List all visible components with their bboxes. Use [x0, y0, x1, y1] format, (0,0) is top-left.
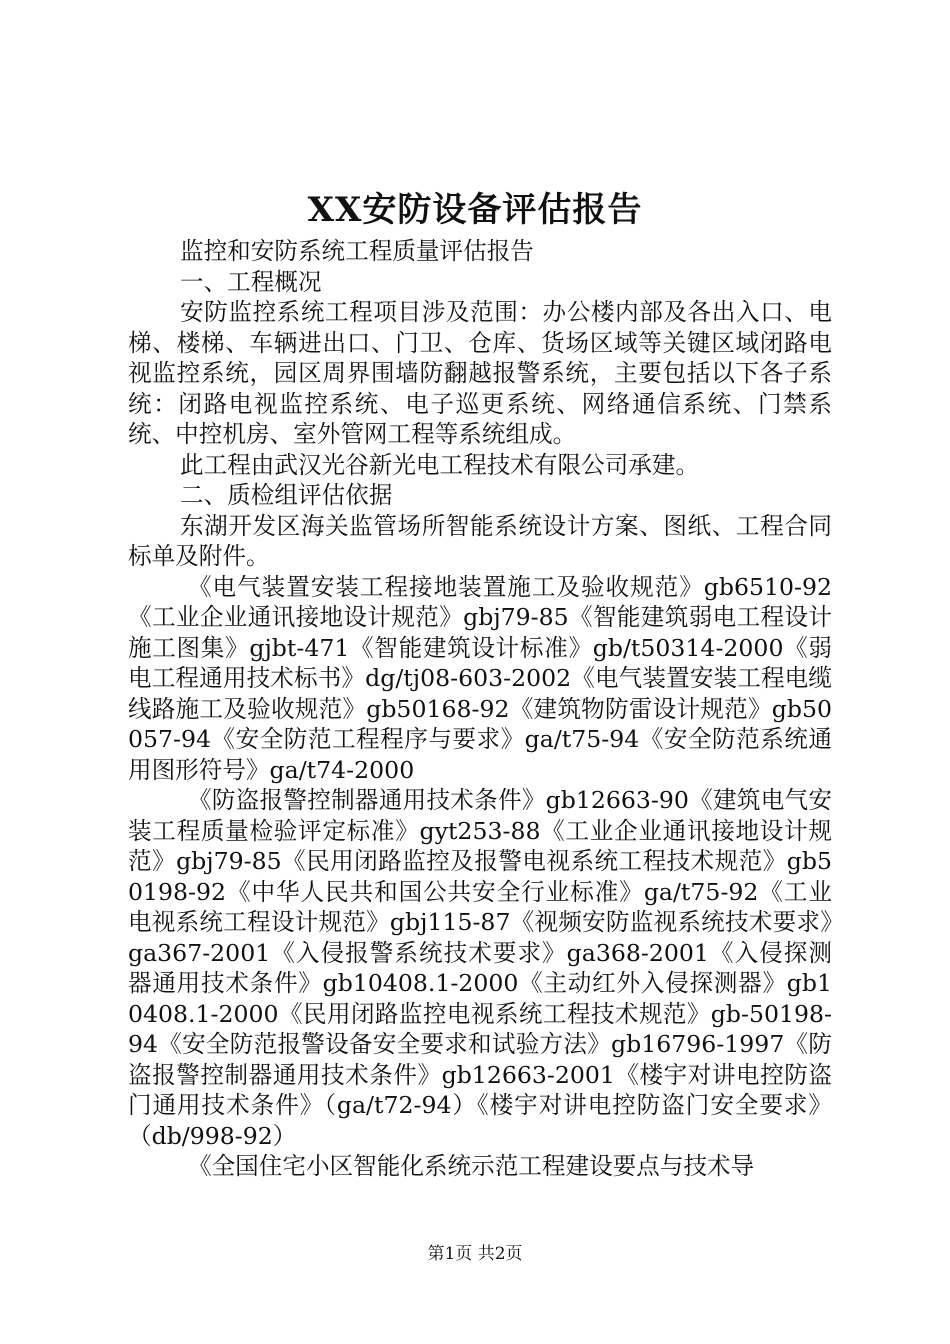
paragraph-standards-3: 《全国住宅小区智能化系统示范工程建设要点与技术导 — [188, 1152, 755, 1180]
document-title: XX安防设备评估报告 — [307, 190, 643, 230]
paragraph-design-docs: 东湖开发区海关监管场所智能系统设计方案、图纸、工程合同标单及附件。 — [128, 511, 832, 570]
section-heading-basis: 二、质检组评估依据 — [180, 481, 393, 509]
section-heading-overview: 一、工程概况 — [180, 267, 322, 296]
report-subtitle: 监控和安防系统工程质量评估报告 — [180, 237, 534, 265]
page-number-footer: 第1页 共2页 — [427, 1244, 523, 1264]
paragraph-project-scope: 安防监控系统工程项目涉及范围：办公楼内部及各出入口、电梯、楼梯、车辆进出口、门卫、仓库、货场区域等关键区域闭路电视监控系统，园区周界围墙防翻越报警系统，主要包括以下各子系统：闭路电视监控系统、电子巡更系统、网络通信系统、门禁系统、中控机房、室外管网工程等系统组成。 — [128, 298, 832, 448]
paragraph-standards-2: 《防盗报警控制器通用技术条件》gb12663-90《建筑电气安装工程质量检验评定标准》gyt253-88《工业企业通讯接地设计规范》gbj79-85《民用闭路监控及报警电视系统工程技术规范》gb50198-92《中华人民共和国公共安全行业标准》ga/t75-92《工业电视系统工程设计规范》gbj115-87《视频安防监视系统技术要求》ga367-2001《入侵报警系统技术要求》ga368-2001《入侵探测器通用技术条件》gb10408.1-2000《主动红外入侵探测器》gb10408.1-2000《民用闭路监控电视系统工程技术规范》gb-50198-94《安全防范报警设备安全要求和试验方法》gb16796-1997《防盗报警控制器通用技术条件》gb12663-2001《楼宇对讲电控防盗门通用技术条件》（ga/t72-94）《楼宇对讲电控防盗门安全要求》（db/998-92） — [128, 786, 832, 1150]
paragraph-contractor: 此工程由武汉光谷新光电工程技术有限公司承建。 — [180, 450, 700, 479]
paragraph-standards-1: 《电气装置安装工程接地装置施工及验收规范》gb6510-92《工业企业通讯接地设计规范》gbj79-85《智能建筑弱电工程设计施工图集》gjbt-471《智能建筑设计标准》gb/t50314-2000《弱电工程通用技术标书》dg/tj08-603-2002《电气装置安装工程电缆线路施工及验收规范》gb50168-92《建筑物防雷设计规范》gb50057-94《安全防范工程程序与要求》ga/t75-94《安全防范系统通用图形符号》ga/t74-2000 — [128, 572, 832, 784]
document-body — [128, 236, 832, 1182]
